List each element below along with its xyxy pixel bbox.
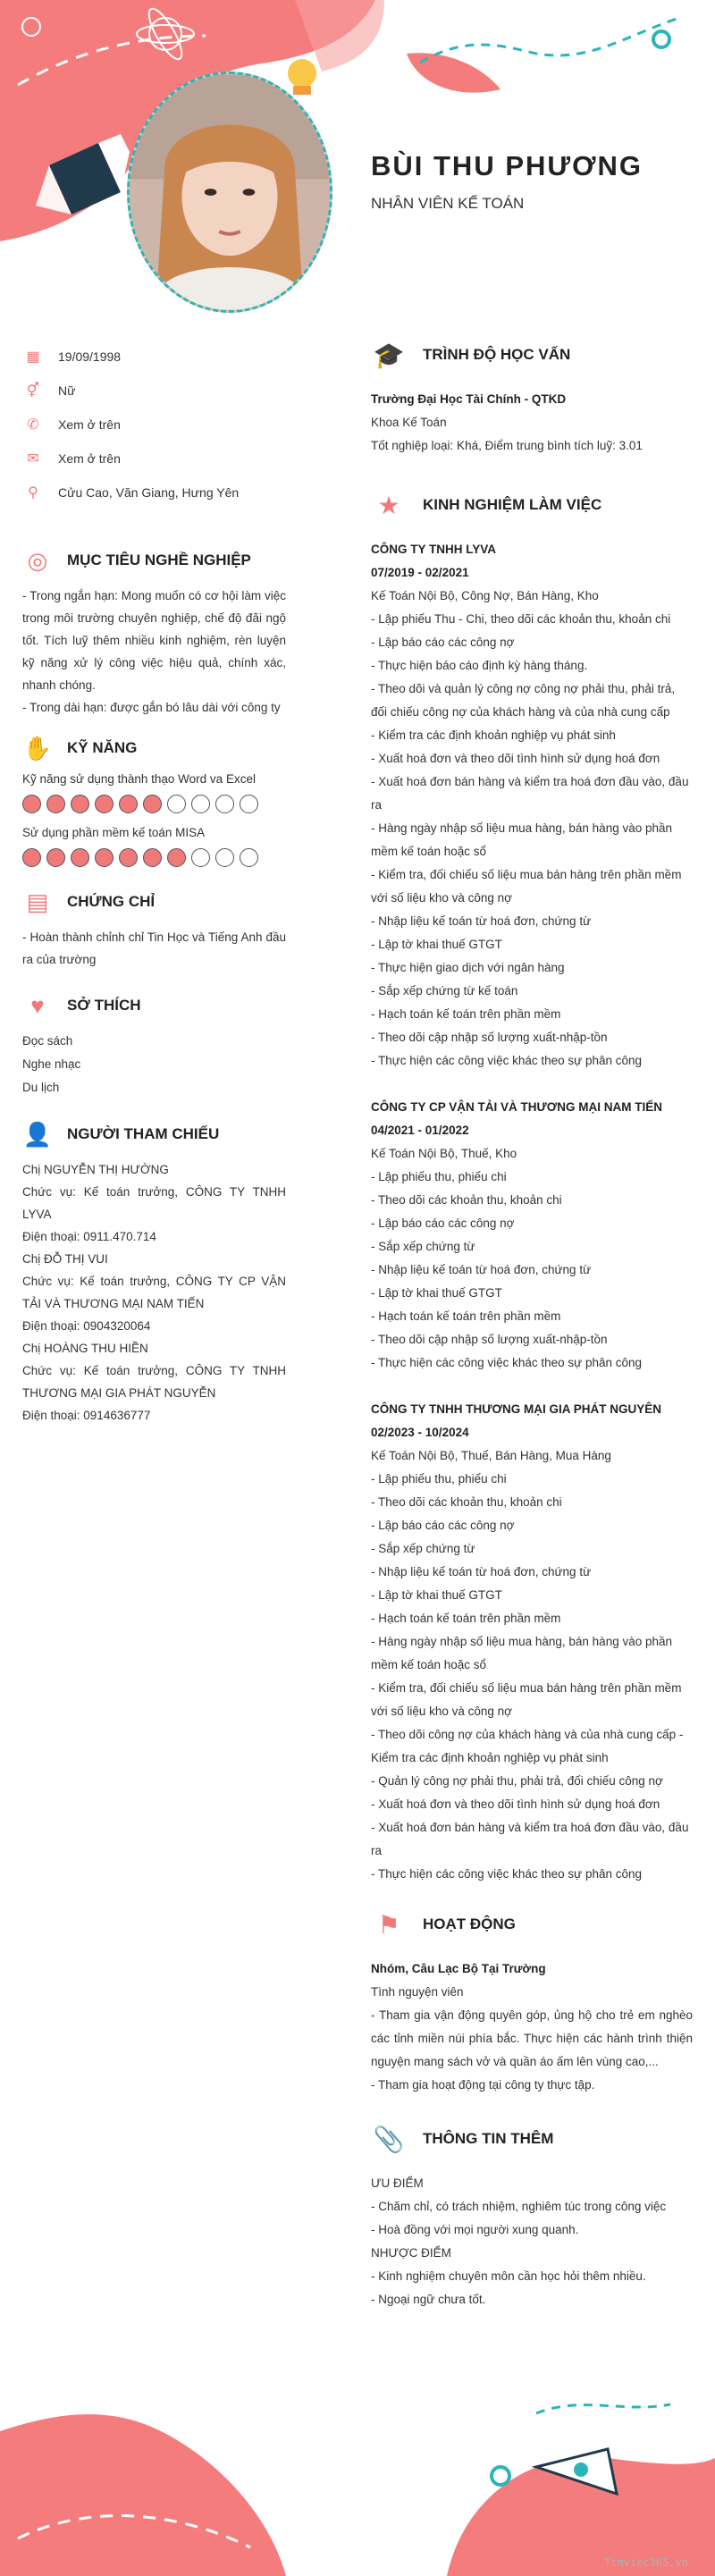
hand-icon: ✋	[22, 734, 53, 762]
job-task: - Hạch toán kế toán trên phần mềm	[371, 1007, 561, 1021]
certificate-icon: ▤	[26, 888, 49, 915]
job-title: NHÂN VIÊN KẾ TOÁN	[371, 195, 525, 212]
rating-dot	[71, 795, 89, 813]
activity-role: Tình nguyện viên	[371, 1985, 464, 1999]
hobbies-heading: ♥ SỞ THÍCH	[22, 990, 286, 1021]
rating-dot	[215, 848, 234, 867]
rating-dot	[167, 848, 186, 867]
hobby-item: Nghe nhạc	[22, 1057, 81, 1071]
reference-phone: Điện thoại: 0911.470.714	[22, 1230, 156, 1243]
reference-role: Chức vụ: Kế toán trưởng, CÔNG TY CP VẬN TẢI VÀ THƯƠNG MẠI NAM TIẾN	[22, 1275, 286, 1310]
rating-dot	[240, 848, 258, 867]
job-task: - Quản lý công nợ phải thu, phải trả, đối chiếu công nợ	[371, 1774, 663, 1788]
right-column	[371, 340, 693, 2311]
job-entry	[371, 538, 693, 1073]
job-task: - Lập báo cáo các công nợ	[371, 1216, 515, 1230]
job-task: - Thực hiện các công việc khác theo sự phân công	[371, 1356, 642, 1369]
reference-role: Chức vụ: Kế toán trưởng, CÔNG TY TNHH THƯƠNG MẠI GIA PHÁT NGUYỄN	[22, 1364, 286, 1400]
certificates-heading: ▤ CHỨNG CHỈ	[22, 887, 286, 917]
job-task: - Theo dõi cập nhập số lượng xuất-nhập-tồn	[371, 1031, 608, 1044]
job-task: - Lập phiếu Thu - Chi, theo dõi các khoản thu, khoản chi	[371, 612, 671, 626]
rating-dot	[71, 848, 89, 867]
person-icon: 👤	[22, 1120, 53, 1148]
job-task: - Sắp xếp chứng từ kế toán	[371, 984, 518, 998]
skill-name: Kỹ năng sử dụng thành thạo Word va Excel	[22, 772, 256, 786]
strength-item: - Hoà đồng với mọi người xung quanh.	[371, 2223, 579, 2236]
reference-name: Chị HOÀNG THU HIỀN	[22, 1342, 148, 1355]
email-icon: ✉	[27, 451, 39, 467]
job-task: - Lập tờ khai thuế GTGT	[371, 938, 502, 951]
paperclip-icon: 📎	[373, 2125, 405, 2153]
gender-icon: ⚥	[26, 383, 40, 399]
job-company: CÔNG TY TNHH THƯƠNG MẠI GIA PHÁT NGUYÊN	[371, 1402, 661, 1416]
experience-list	[371, 538, 693, 1886]
experience-heading: ★ KINH NGHIỆM LÀM VIỆC	[371, 490, 693, 520]
job-task: - Lập phiếu thu, phiếu chi	[371, 1472, 507, 1486]
job-task: - Xuất hoá đơn và theo dõi tình hình sử dụng hoá đơn	[371, 1797, 660, 1811]
rating-dot	[191, 795, 210, 813]
job-task: - Lập báo cáo các công nợ	[371, 636, 515, 649]
contact-address: ⚲ Cửu Cao, Văn Giang, Hưng Yên	[22, 476, 286, 509]
rating-dot	[215, 795, 234, 813]
objective-text-long-term: - Trong dài hạn: được gắn bó lâu dài với công ty	[22, 701, 281, 714]
job-task: - Hạch toán kế toán trên phần mềm	[371, 1309, 561, 1323]
job-entry	[371, 1096, 693, 1375]
job-task: - Lập phiếu thu, phiếu chi	[371, 1170, 507, 1183]
job-task: - Nhập liệu kế toán từ hoá đơn, chứng từ	[371, 1263, 592, 1276]
job-task: - Xuất hoá đơn bán hàng và kiểm tra hoá đơn đầu vào, đầu ra	[371, 775, 689, 812]
rating-dot	[240, 795, 258, 813]
skill-name: Sử dụng phần mềm kế toán MISA	[22, 826, 206, 839]
job-period: 04/2021 - 01/2022	[371, 1124, 469, 1137]
activity-item: - Tham gia vận động quyên góp, ủng hộ cho trẻ em nghèo các tỉnh miền núi phía bắc. Thực hiện các hành trình thiện nguyện mang sách vở và quần áo ấm lên vùng cao,...	[371, 2008, 693, 2068]
left-column	[22, 340, 286, 1427]
rating-dot	[191, 848, 210, 867]
rating-dot	[95, 795, 114, 813]
rating-dot	[46, 795, 65, 813]
rating-dot	[167, 795, 186, 813]
activity-item: - Tham gia hoạt động tại công ty thực tập.	[371, 2078, 595, 2092]
job-task: - Kiểm tra, đối chiếu số liệu mua bán hàng trên phần mềm với số liệu kho và công nợ	[371, 868, 682, 905]
job-task: - Thực hiện giao dịch với ngân hàng	[371, 961, 565, 974]
weaknesses-label: NHƯỢC ĐIỂM	[371, 2246, 451, 2260]
location-icon: ⚲	[28, 485, 38, 501]
rating-dot	[22, 848, 41, 867]
job-task: - Lập báo cáo các công nợ	[371, 1519, 515, 1532]
job-company: CÔNG TY TNHH LYVA	[371, 543, 497, 556]
heart-icon: ♥	[30, 991, 45, 1019]
rating-dot	[143, 795, 162, 813]
rating-dot	[119, 795, 138, 813]
job-task: - Theo dõi các khoản thu, khoản chi	[371, 1193, 562, 1207]
job-task: - Lập tờ khai thuế GTGT	[371, 1286, 502, 1300]
job-position: Kế Toán Nội Bộ, Công Nợ, Bán Hàng, Kho	[371, 589, 599, 602]
education-major: Khoa Kế Toán	[371, 416, 447, 429]
job-task: - Theo dõi và quản lý công nợ công nợ phải thu, phải trả, đối chiếu công nợ của khách hàng và của nhà cung cấp	[371, 682, 676, 719]
contact-gender: ⚥ Nữ	[22, 374, 286, 408]
job-task: - Sắp xếp chứng từ	[371, 1240, 475, 1253]
objective-text: - Trong ngắn hạn: Mong muốn có cơ hội làm việc trong môi trường chuyên nghiệp, chế độ đãi ngộ tốt. Tích luỹ thêm nhiều kinh nghiệm, rèn luyện kỹ năng xử lý công việc hiệu quả, chính xác, nhanh chóng.	[22, 589, 286, 692]
skills-heading: ✋ KỸ NĂNG	[22, 733, 286, 763]
reference-role: Chức vụ: Kế toán trưởng, CÔNG TY TNHH LYVA	[22, 1185, 286, 1221]
contact-email: ✉ Xem ở trên	[22, 442, 286, 476]
rating-dot	[95, 848, 114, 867]
objective-heading: ◎ MỤC TIÊU NGHỀ NGHIỆP	[22, 545, 286, 576]
job-task: - Lập tờ khai thuế GTGT	[371, 1588, 502, 1602]
watermark: Timviec365.vn	[604, 2556, 688, 2569]
job-task: - Xuất hoá đơn và theo dõi tình hình sử dụng hoá đơn	[371, 752, 660, 765]
strength-item: - Chăm chỉ, có trách nhiệm, nghiêm túc trong công việc	[371, 2200, 667, 2213]
graduation-cap-icon: 🎓	[373, 341, 405, 369]
weakness-item: - Kinh nghiệm chuyên môn cần học hỏi thêm nhiều.	[371, 2269, 646, 2283]
avatar	[127, 72, 332, 313]
phone-icon: ✆	[27, 417, 39, 433]
job-task: - Nhập liệu kế toán từ hoá đơn, chứng từ	[371, 1565, 592, 1578]
job-task: - Kiểm tra các định khoản nghiệp vụ phát sinh	[371, 728, 616, 742]
skill-rating	[22, 795, 286, 813]
hobby-item: Đọc sách	[22, 1034, 73, 1048]
education-grade: Tốt nghiệp loại: Khá, Điểm trung bình tích luỹ: 3.01	[371, 439, 643, 452]
certificates-text: - Hoàn thành chỉnh chỉ Tin Học và Tiếng Anh đầu ra của trường	[22, 930, 286, 966]
job-task: - Kiểm tra, đối chiếu số liệu mua bán hàng trên phần mềm với số liệu kho và công nợ	[371, 1681, 682, 1718]
skill-rating	[22, 848, 286, 867]
candidate-name: BÙI THU PHƯƠNG	[371, 150, 644, 181]
hobby-item: Du lịch	[22, 1081, 60, 1094]
reference-phone: Điện thoại: 0904320064	[22, 1319, 151, 1333]
strengths-label: ƯU ĐIỂM	[371, 2176, 424, 2190]
contact-phone: ✆ Xem ở trên	[22, 408, 286, 442]
rating-dot	[119, 848, 138, 867]
star-icon: ★	[377, 491, 400, 519]
job-task: - Thực hiện báo cáo định kỳ hàng tháng.	[371, 659, 588, 672]
job-task: - Theo dõi cập nhập số lượng xuất-nhập-tồn	[371, 1333, 608, 1346]
rating-dot	[22, 795, 41, 813]
job-task: - Xuất hoá đơn bán hàng và kiểm tra hoá đơn đầu vào, đầu ra	[371, 1821, 689, 1857]
job-task: - Hạch toán kế toán trên phần mềm	[371, 1612, 561, 1625]
activity-org: Nhóm, Câu Lạc Bộ Tại Trường	[371, 1962, 546, 1975]
reference-name: Chị NGUYỄN THỊ HƯỜNG	[22, 1163, 169, 1176]
flag-icon: ⚑	[377, 1910, 400, 1939]
job-task: - Hàng ngày nhập số liệu mua hàng, bán hàng vào phần mềm kế toán hoặc sổ	[371, 821, 673, 858]
portrait-photo	[130, 74, 330, 310]
job-company: CÔNG TY CP VẬN TẢI VÀ THƯƠNG MẠI NAM TIẾN	[371, 1100, 662, 1114]
weakness-item: - Ngoại ngữ chưa tốt.	[371, 2293, 486, 2306]
job-period: 07/2019 - 02/2021	[371, 566, 469, 579]
job-task: - Nhập liệu kế toán từ hoá đơn, chứng từ	[371, 914, 592, 928]
job-task: - Sắp xếp chứng từ	[371, 1542, 475, 1555]
job-task: - Theo dõi công nợ của khách hàng và của nhà cung cấp - Kiểm tra các định khoản nghiệp vụ phát sinh	[371, 1728, 684, 1764]
rating-dot	[143, 848, 162, 867]
education-heading: 🎓 TRÌNH ĐỘ HỌC VẤN	[371, 340, 693, 370]
references-heading: 👤 NGƯỜI THAM CHIẾU	[22, 1119, 286, 1149]
education-school: Trường Đại Học Tài Chính - QTKD	[371, 392, 567, 406]
job-entry	[371, 1398, 693, 1886]
job-task: - Theo dõi các khoản thu, khoản chi	[371, 1495, 562, 1509]
reference-phone: Điện thoại: 0914636777	[22, 1409, 151, 1422]
extra-info-heading: 📎 THÔNG TIN THÊM	[371, 2124, 693, 2154]
job-position: Kế Toán Nội Bộ, Thuế, Bán Hàng, Mua Hàng	[371, 1449, 611, 1462]
job-task: - Thực hiện các công việc khác theo sự phân công	[371, 1054, 642, 1067]
target-icon: ◎	[27, 546, 48, 574]
job-period: 02/2023 - 10/2024	[371, 1426, 469, 1439]
reference-name: Chị ĐỖ THỊ VUI	[22, 1252, 108, 1266]
contact-birthday: ▦ 19/09/1998	[22, 340, 286, 374]
activities-heading: ⚑ HOẠT ĐỘNG	[371, 1909, 693, 1940]
calendar-icon: ▦	[26, 349, 40, 365]
job-task: - Thực hiện các công việc khác theo sự phân công	[371, 1867, 642, 1881]
job-position: Kế Toán Nội Bộ, Thuế, Kho	[371, 1147, 517, 1160]
job-task: - Hàng ngày nhập số liệu mua hàng, bán hàng vào phần mềm kế toán hoặc sổ	[371, 1635, 673, 1671]
rating-dot	[46, 848, 65, 867]
